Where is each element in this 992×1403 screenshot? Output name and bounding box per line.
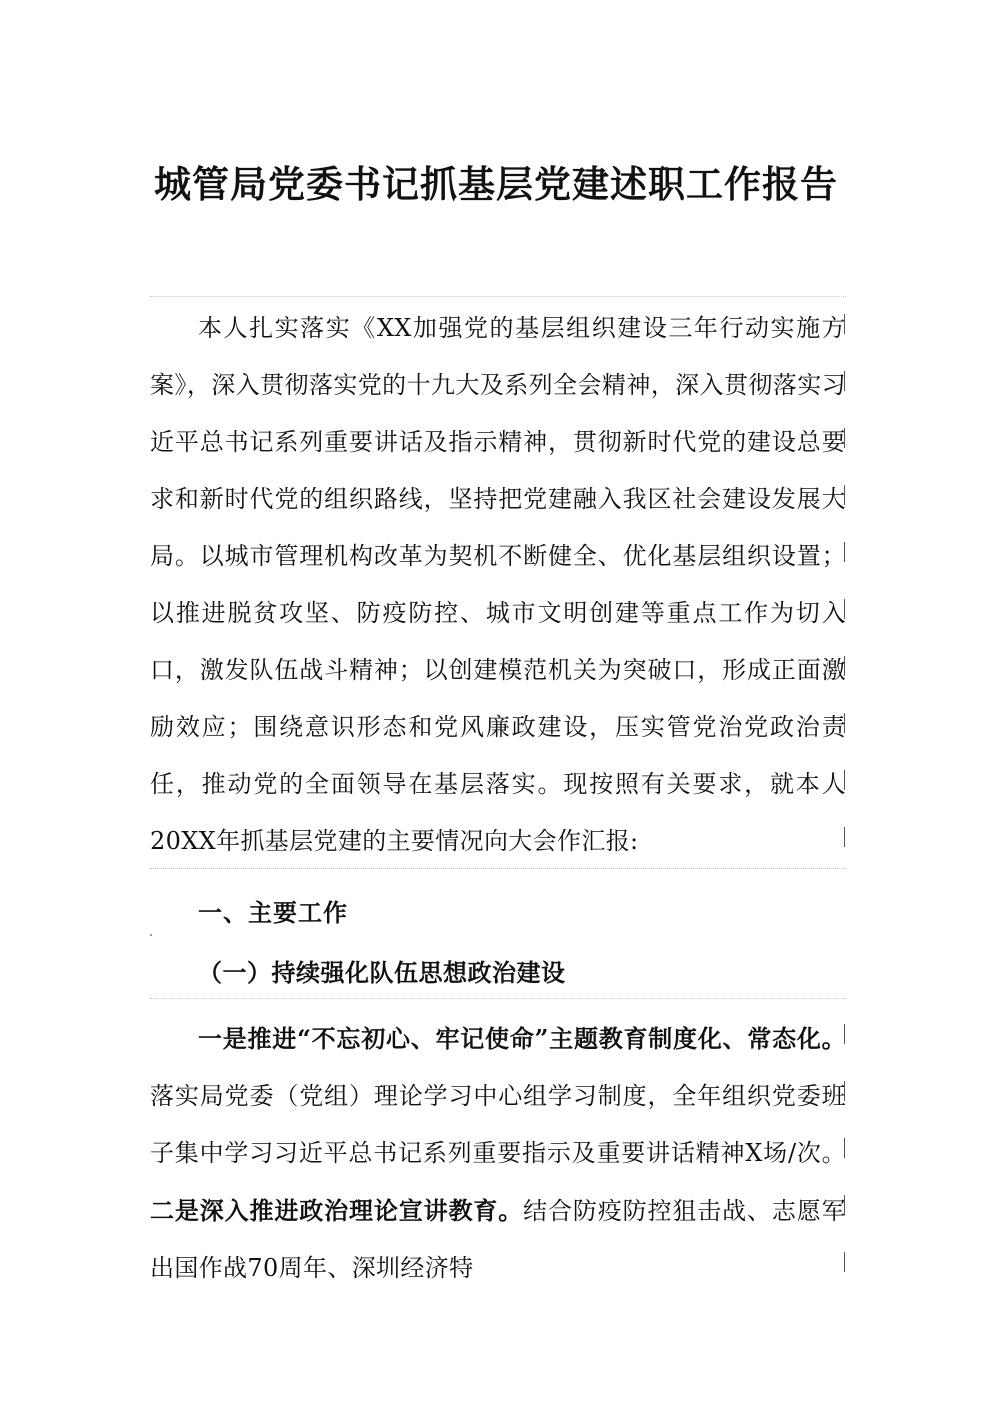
line-marker	[844, 656, 845, 676]
line-marker	[844, 371, 845, 391]
paragraph-boundary	[150, 868, 846, 869]
line-marker	[844, 314, 845, 334]
subsection-heading: （一）持续强化队伍思想政治建设	[198, 958, 566, 987]
line-marker	[844, 713, 845, 733]
point-one-text: 落实局党委（党组）理论学习中心组学习制度，全年组织党委班子集中学习习近平总书记系列重要指示及重要讲话精神X场/次。	[150, 1082, 846, 1167]
line-marker	[844, 1195, 845, 1215]
paragraph-mark	[150, 934, 152, 936]
line-marker	[844, 1138, 845, 1158]
section-paragraph	[150, 1010, 846, 1297]
point-two-text: 结合防疫防控狙击战、志愿军出国作战70周年、深圳经济特	[150, 1197, 846, 1282]
line-marker	[844, 827, 845, 847]
line-marker	[844, 1024, 845, 1044]
lead-point-one: 一是推进“不忘初心、牢记使命”主题教育制度化、常态化。	[198, 1024, 846, 1053]
lead-point-two: 二是深入推进政治理论宣讲教育。	[150, 1196, 524, 1225]
line-marker	[844, 770, 845, 790]
line-marker	[844, 1252, 845, 1272]
line-marker	[844, 542, 845, 562]
intro-paragraph: 本人扎实落实《XX加强党的基层组织建设三年行动实施方案》，深入贯彻落实党的十九大及系列全会精神，深入贯彻落实习近平总书记系列重要讲话及指示精神，贯彻新时代党的建设总要求和新时代党的组织路线，坚持把党建融入我区社会建设发展大局。以城市管理机构改革为契机不断健全、优化基层组织设置；以推进脱贫攻坚、防疫防控、城市文明创建等重点工作为切入口，激发队伍战斗精神；以创建模范机关为突破口，形成正面激励效应；围绕意识形态和党风廉政建设，压实管党治党政治责任，推动党的全面领导在基层落实。现按照有关要求，就本人20XX年抓基层党建的主要情况向大会作汇报:	[150, 314, 846, 855]
line-marker	[844, 1081, 845, 1101]
document-title: 城管局党委书记抓基层党建述职工作报告	[154, 162, 838, 206]
line-marker	[844, 485, 845, 505]
paragraph-boundary	[150, 998, 846, 999]
paragraph-boundary	[150, 296, 846, 297]
section-heading-main-work: 一、主要工作	[198, 898, 348, 927]
line-marker	[844, 428, 845, 448]
line-marker	[844, 599, 845, 619]
